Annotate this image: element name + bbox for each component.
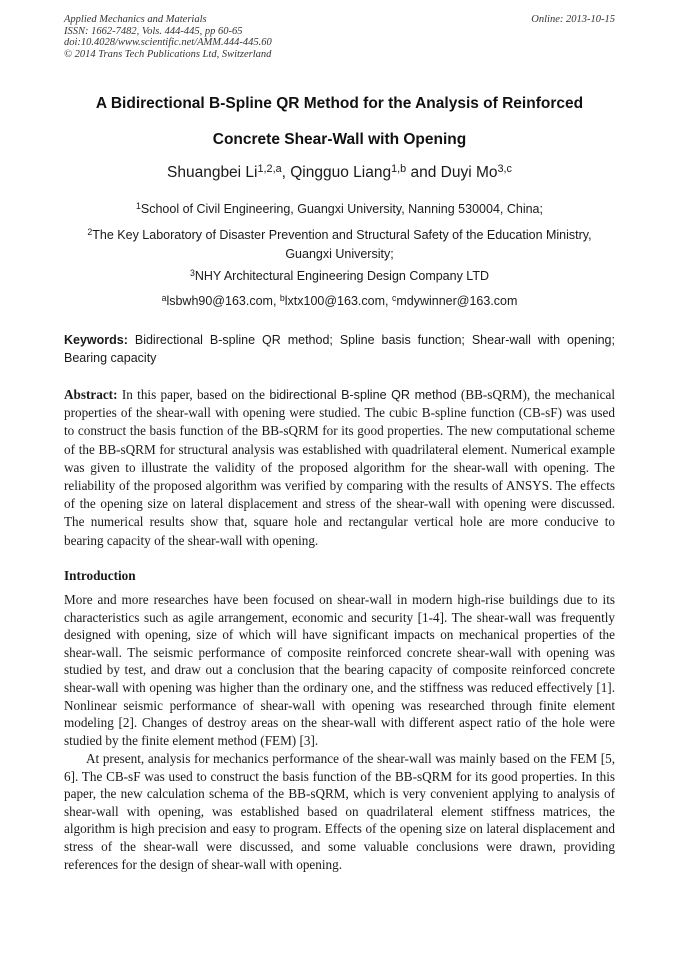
abstract-text-post: (BB-sQRM), the mechanical properties of the shear-wall with opening were studied. The cubic B-spline function (CB-sF) was used to construct the basis function of the BB-sQRM for its good properties. The new computational scheme of the BB-sQRM for structural analysis was established with quadrilateral element. Numerical example was given to illustrate the validity of the proposed algorithm for the shear-wall with opening. The reliability of the proposed algorithm was verified by comparing with the results of ANSYS. The effects of the opening size on lateral displacement and stress of the shear-wall with opening were discussed. The numerical results show that, square hole and rectangular vertical hole are more conducive to bearing capacity of the shear-wall with opening. (64, 387, 616, 548)
keywords-text: Bidirectional B-spline QR method; Spline basis function; Shear-wall with opening; Bearing capacity (64, 333, 615, 365)
affiliation-sup: 3 (190, 268, 195, 279)
author-sup: 3,c (497, 163, 512, 176)
affiliation-text: NHY Architectural Engineering Design Company LTD (194, 269, 489, 283)
email-address[interactable]: lxtx100@163.com (284, 294, 386, 308)
author-name: Shuangbei Li (167, 164, 258, 181)
email-address[interactable]: mdywinner@163.com (396, 294, 518, 308)
author-sep: and (406, 164, 441, 181)
introduction-paragraph-1: More and more researches have been focused on shear-wall in modern high-rise buildings due to its characteristics such as agile arrangement, economic and security [1-4]. The shear-wall was frequently designed with opening, size of which will have significant impacts on mechanical properties of the shear-wall. The seismic performance of composite reinforced concrete shear-wall with opening was studied by test, and draw out a conclusion that the bearing capacity of composite reinforced concrete shear-wall with opening was higher than the ordinary one, and the stiffness was reduced effectively [1]. Nonlinear seismic performance of shear-wall with opening was researched through finite element modeling [2]. Changes of destroy areas on the shear-wall with different aspect ratio of the hole were studied by the finite element method (FEM) [3]. (64, 592, 615, 748)
author-sep: , (281, 164, 291, 181)
email-sep: , (272, 294, 280, 308)
affiliation-sup: 2 (87, 227, 93, 238)
email-list (64, 292, 615, 311)
affiliation-text: School of Civil Engineering, Guangxi University, Nanning 530004, China; (140, 202, 543, 216)
online-date: Online: 2013-10-15 (531, 14, 615, 25)
email-sup: a (161, 293, 167, 304)
author-sup: 1,2,a (257, 163, 282, 176)
abstract-block (64, 386, 615, 550)
abstract-label: Abstract: (64, 387, 118, 402)
email-sep: , (385, 294, 392, 308)
keywords-label: Keywords: (64, 333, 128, 347)
affiliation-text: The Key Laboratory of Disaster Prevention and Structural Safety of the Education Ministry, Guangxi University; (92, 228, 592, 261)
introduction-paragraph-2: At present, analysis for mechanics performance of the shear-wall was mainly based on the FEM [5, 6]. The CB-sF was used to construct the basis function of the BB-sQRM for its good properties. In this paper, the new calculation schema of the BB-sQRM, which is very convenient applying to analysis of shear-wall with opening, was established based on quadrilateral element stiffness matrices, the algorithm is high precision and easy to program. Effects of the opening size on lateral displacement and stress of the shear-wall were discussed, and some valuable conclusions were drawn, providing references for the design of shear-wall with opening. (64, 751, 615, 872)
affiliation-2 (64, 226, 615, 264)
email-sup: b (279, 293, 285, 304)
affiliation-sup: 1 (136, 201, 141, 212)
title-line-2: Concrete Shear-Wall with Opening (212, 131, 467, 148)
author-name: Duyi Mo (440, 164, 498, 181)
section-heading-introduction: Introduction (64, 568, 136, 583)
issn-line: ISSN: 1662-7482, Vols. 444-445, pp 60-65 (64, 25, 243, 37)
abstract-text-pre: In this paper, based on the (121, 387, 270, 402)
paper-title (64, 86, 615, 158)
doi-line: doi:10.4028/www.scientific.net/AMM.444-445.60 (64, 37, 272, 48)
keywords-block (64, 331, 615, 367)
email-address[interactable]: lsbwh90@163.com (166, 294, 273, 308)
affiliation-1 (64, 200, 615, 219)
abstract-method-name: bidirectional B-spline QR method (269, 388, 457, 402)
author-sup: 1,b (391, 163, 407, 176)
author-list (64, 163, 615, 183)
affiliation-3 (64, 267, 615, 286)
journal-name: Applied Mechanics and Materials (64, 14, 207, 25)
copyright-line: © 2014 Trans Tech Publications Ltd, Switzerland (64, 48, 272, 60)
journal-header (64, 14, 615, 60)
title-line-1: A Bidirectional B-Spline QR Method for the Analysis of Reinforced (95, 95, 584, 112)
author-name: Qingguo Liang (290, 164, 392, 181)
email-sup: c (391, 293, 397, 304)
